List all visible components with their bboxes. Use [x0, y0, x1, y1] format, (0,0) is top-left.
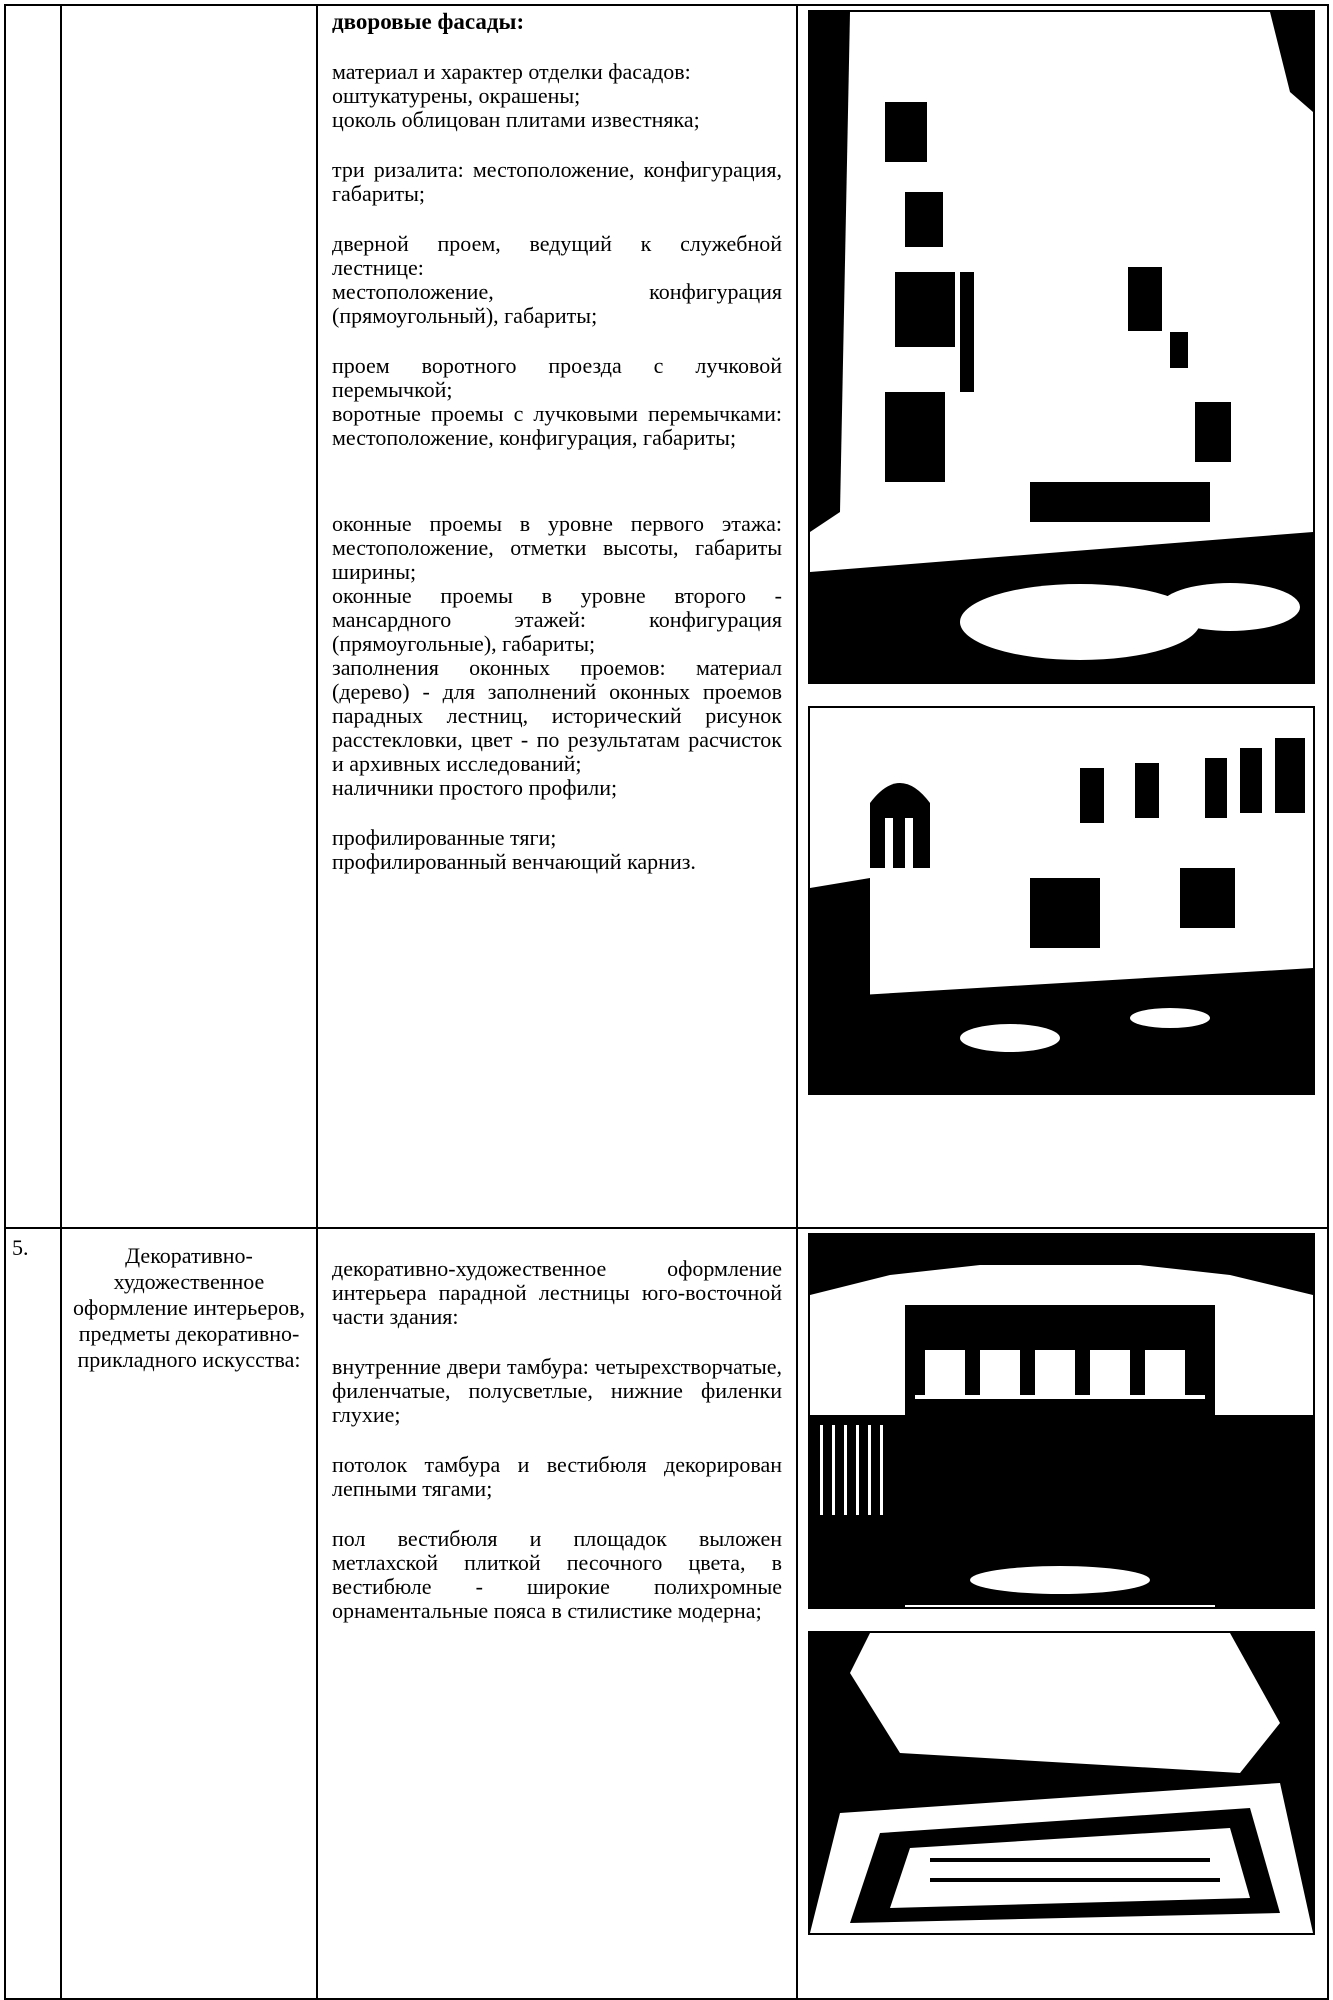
paragraph	[332, 60, 782, 132]
paragraph	[332, 1257, 782, 1329]
text-line: материал и характер отделки фасадов:	[332, 59, 691, 84]
text-line: местоположение, конфигурация (прямоугольный), габариты;	[332, 279, 782, 328]
paragraph	[332, 158, 782, 206]
text-line: заполнения оконных проемов: материал (дерево) - для заполнений оконных проемов парадных лестниц, исторический рисунок расстекловки, цвет - по результатам расчисток и архивных исследований;	[332, 655, 782, 776]
text-line: декоративно-художественное оформление интерьера парадной лестницы юго-восточной части здания:	[332, 1256, 782, 1330]
row-subject	[61, 5, 317, 1228]
row-description	[317, 5, 797, 1228]
courtyard-windows-photo	[808, 706, 1315, 1095]
photo-cell	[797, 1228, 1328, 1999]
photo-cell	[797, 5, 1328, 1228]
paragraph	[332, 1453, 782, 1501]
text-line: потолок тамбура и вестибюля декорирован лепными тягами;	[332, 1452, 782, 1502]
text-line: пол вестибюля и площадок выложен метлахской плиткой песочного цвета, в вестибюле - широкие полихромные орнаментальные пояса в стилистике модерна;	[332, 1526, 782, 1624]
text-line: три ризалита: местоположение, конфигурация, габариты;	[332, 157, 782, 206]
vestibule-doors-photo	[808, 1233, 1315, 1609]
text-line: внутренние двери тамбура: четырехстворчатые, филенчатые, полусветлые, нижние филенки глухие;	[332, 1354, 782, 1428]
paragraph	[332, 1355, 782, 1427]
section-heading: дворовые фасады:	[332, 9, 525, 34]
paragraph	[332, 354, 782, 450]
paragraph	[332, 1527, 782, 1623]
heritage-elements-table	[4, 4, 1329, 2000]
row-subject: Декоративно-художественное оформление интерьеров, предметы декоративно-прикладного искусства:	[61, 1228, 317, 1999]
text-line: проем воротного проезда с лучковой перемычкой;	[332, 353, 782, 402]
paragraph	[332, 826, 782, 874]
text-line: цоколь облицован плитами известняка;	[332, 107, 700, 132]
table-row	[5, 1228, 1328, 1999]
text-line: профилированные тяги;	[332, 825, 557, 850]
row-number: 5.	[5, 1228, 61, 1999]
text-line: оконные проемы в уровне первого этажа: местоположение, отметки высоты, габариты ширины;	[332, 511, 782, 584]
text-line: профилированный венчающий карниз.	[332, 849, 696, 874]
vestibule-floor-photo	[808, 1631, 1315, 1935]
courtyard-facade-photo	[808, 10, 1315, 684]
text-line: оконные проемы в уровне второго - мансардного этажей: конфигурация (прямоугольные), габариты;	[332, 583, 782, 656]
table-row	[5, 5, 1328, 1228]
paragraph	[332, 512, 782, 800]
text-line: воротные проемы с лучковыми перемычками: местоположение, конфигурация, габариты;	[332, 401, 782, 450]
row-description	[317, 1228, 797, 1999]
text-line: дверной проем, ведущий к служебной лестнице:	[332, 231, 782, 280]
row-number	[5, 5, 61, 1228]
paragraph	[332, 232, 782, 328]
text-line: наличники простого профили;	[332, 775, 618, 800]
text-line: оштукатурены, окрашены;	[332, 83, 581, 108]
